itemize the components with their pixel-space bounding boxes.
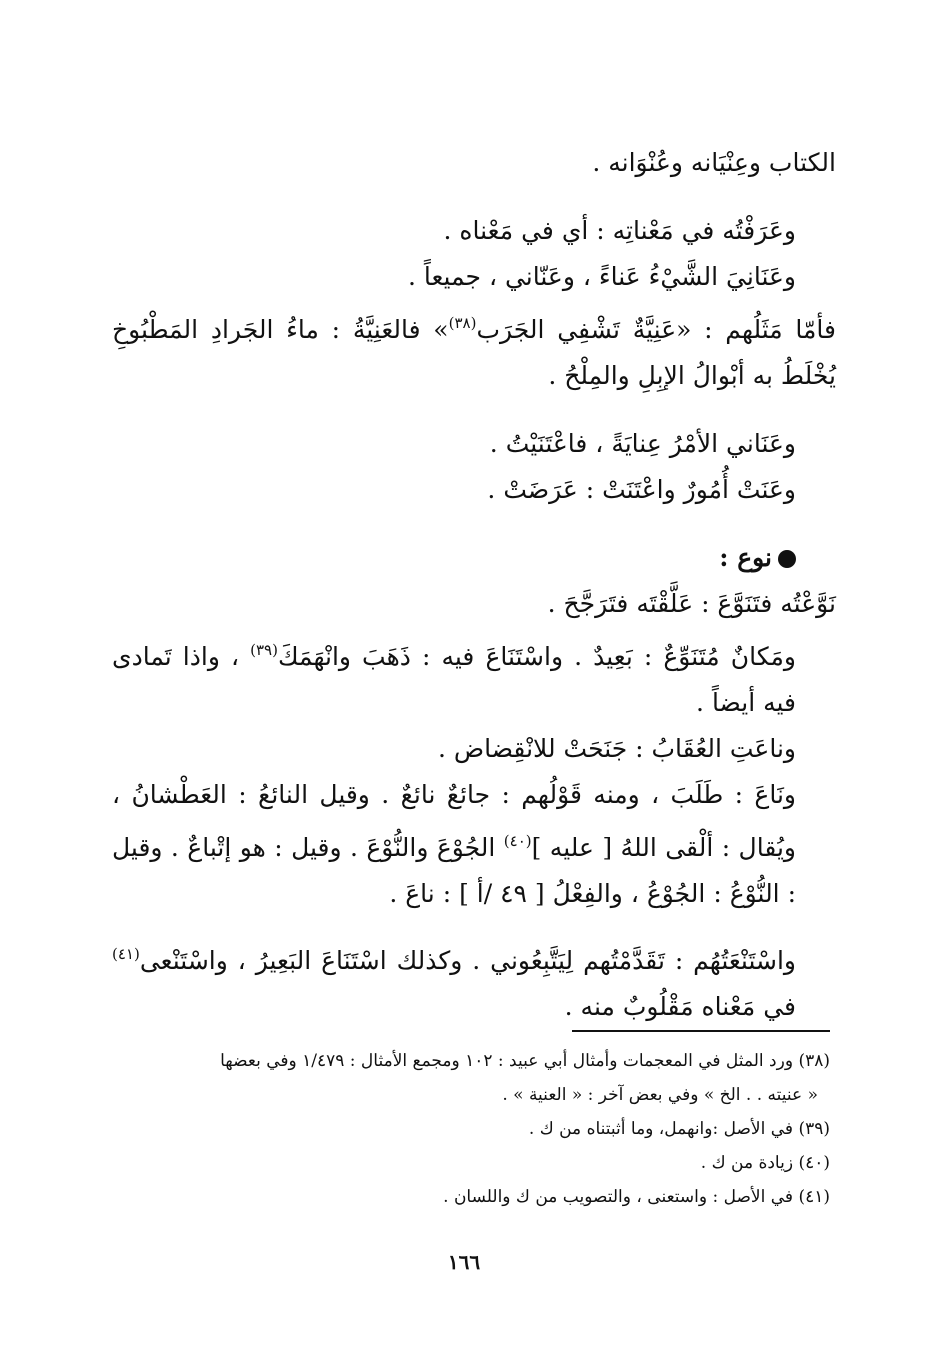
footnote-41: (٤١) في الأصل : واستعنى ، والتصويب من ك واللسان . — [443, 1187, 830, 1207]
text-segment: وعَرَفْتُه في مَعْناتِه : أي في مَعْناه . — [443, 216, 796, 245]
footnote-39: (٣٩) في الأصل :وانهمل، وما أثبتناه من ك . — [528, 1119, 830, 1139]
footnote-40: (٤٠) زيادة من ك . — [700, 1153, 830, 1173]
text-line — [112, 467, 836, 513]
text-segment: الكتاب وعِنْيَانه وعُنْوَانه . — [592, 148, 836, 177]
main-text — [112, 140, 836, 1030]
text-paragraph — [112, 772, 836, 917]
text-segment: نَوَّعْتُه فتَنَوَّعَ : عَلَّقْتَه فتَرَجَّحَ . — [547, 589, 836, 618]
footnote-38-continued: « عنيته . . الخ » وفي بعض آخر : « العنية » . — [502, 1085, 818, 1105]
text-line — [112, 254, 836, 300]
text-segment: وناعَتِ العُقَابُ : جَنَحَتْ للانْقِضاض . — [438, 734, 796, 763]
text-segment: فأمّا مَثَلُهم : «عَنِيَّةٌ تَشْفِي الجَرَب — [476, 315, 836, 344]
text-segment: » فالعَنِيَّةُ : ماءُ الجَرادِ المَطْبُوخِ يُخْلَطُ به أبْوالُ الإبِلِ والمِلْحُ . — [112, 315, 836, 390]
footnote-divider — [572, 1030, 830, 1032]
text-line — [112, 208, 836, 254]
text-paragraph — [112, 931, 836, 1030]
page-number: ١٦٦ — [447, 1250, 481, 1274]
text-segment: واسْتَنْعَتُهُم : تَقَدَّمْتُهم لِيَتَّبِعُوني . وكذلك اسْتَنَاعَ البَعِيرُ ، واسْتَنْعى — [139, 946, 796, 975]
text-line — [112, 726, 836, 772]
text-paragraph — [112, 627, 836, 726]
text-line — [112, 421, 836, 467]
text-segment: ، واذا تَمادى فيه أيضاً . — [112, 642, 796, 717]
text-paragraph — [112, 300, 836, 399]
text-segment: وعَنَتْ أُمُورٌ واعْتَنَتْ : عَرَضَتْ . — [487, 475, 796, 504]
text-segment: الجُوْعَ والنُّوْعَ . وقيل : هو إتْباعٌ . وقيل : النُّوْعُ : الجُوْعُ ، والفِعْلُ [ ٤٩ /أ ] : ناعَ . — [112, 833, 796, 908]
text-segment: ونَاعَ : طَلَبَ ، ومنه قَوْلُهم : جائعٌ نائعٌ . وقيل النائعُ : العَطْشانُ ، ويُقال : ألْقى اللهُ [ عليه ] — [112, 780, 796, 862]
footnote-ref-41: (٤١) — [112, 945, 140, 963]
footnotes — [114, 1044, 830, 1214]
text-segment: وعَنَانِيَ الشَّيْءُ عَناءً ، وعَنّاني ، جميعاً . — [407, 262, 796, 291]
text-line — [112, 581, 836, 627]
text-segment: في مَعْناه مَقْلُوبٌ منه . — [564, 992, 796, 1021]
footnote-ref-38: (٣٨) — [448, 314, 477, 332]
heading-text: نوع : — [719, 543, 772, 572]
text-segment: وعَنَاني الأمْرُ عِنايَةً ، فاعْتَنَيْتُ . — [489, 429, 796, 458]
bullet-icon — [778, 550, 796, 568]
entry-heading — [112, 535, 836, 581]
footnote-ref-39: (٣٩) — [250, 641, 278, 659]
footnote-38: (٣٨) ورد المثل في المعجمات وأمثال أبي عبيد : ١٠٢ ومجمع الأمثال : ١/٤٧٩ وفي بعضها — [220, 1051, 830, 1071]
text-segment: ومَكانٌ مُتَنَوِّعٌ : بَعِيدٌ . واسْتَنَاعَ فيه : ذَهَبَ وانْهَمَكَ — [277, 642, 796, 671]
text-line — [112, 140, 836, 186]
footnote-ref-40: (٤٠) — [503, 832, 532, 850]
